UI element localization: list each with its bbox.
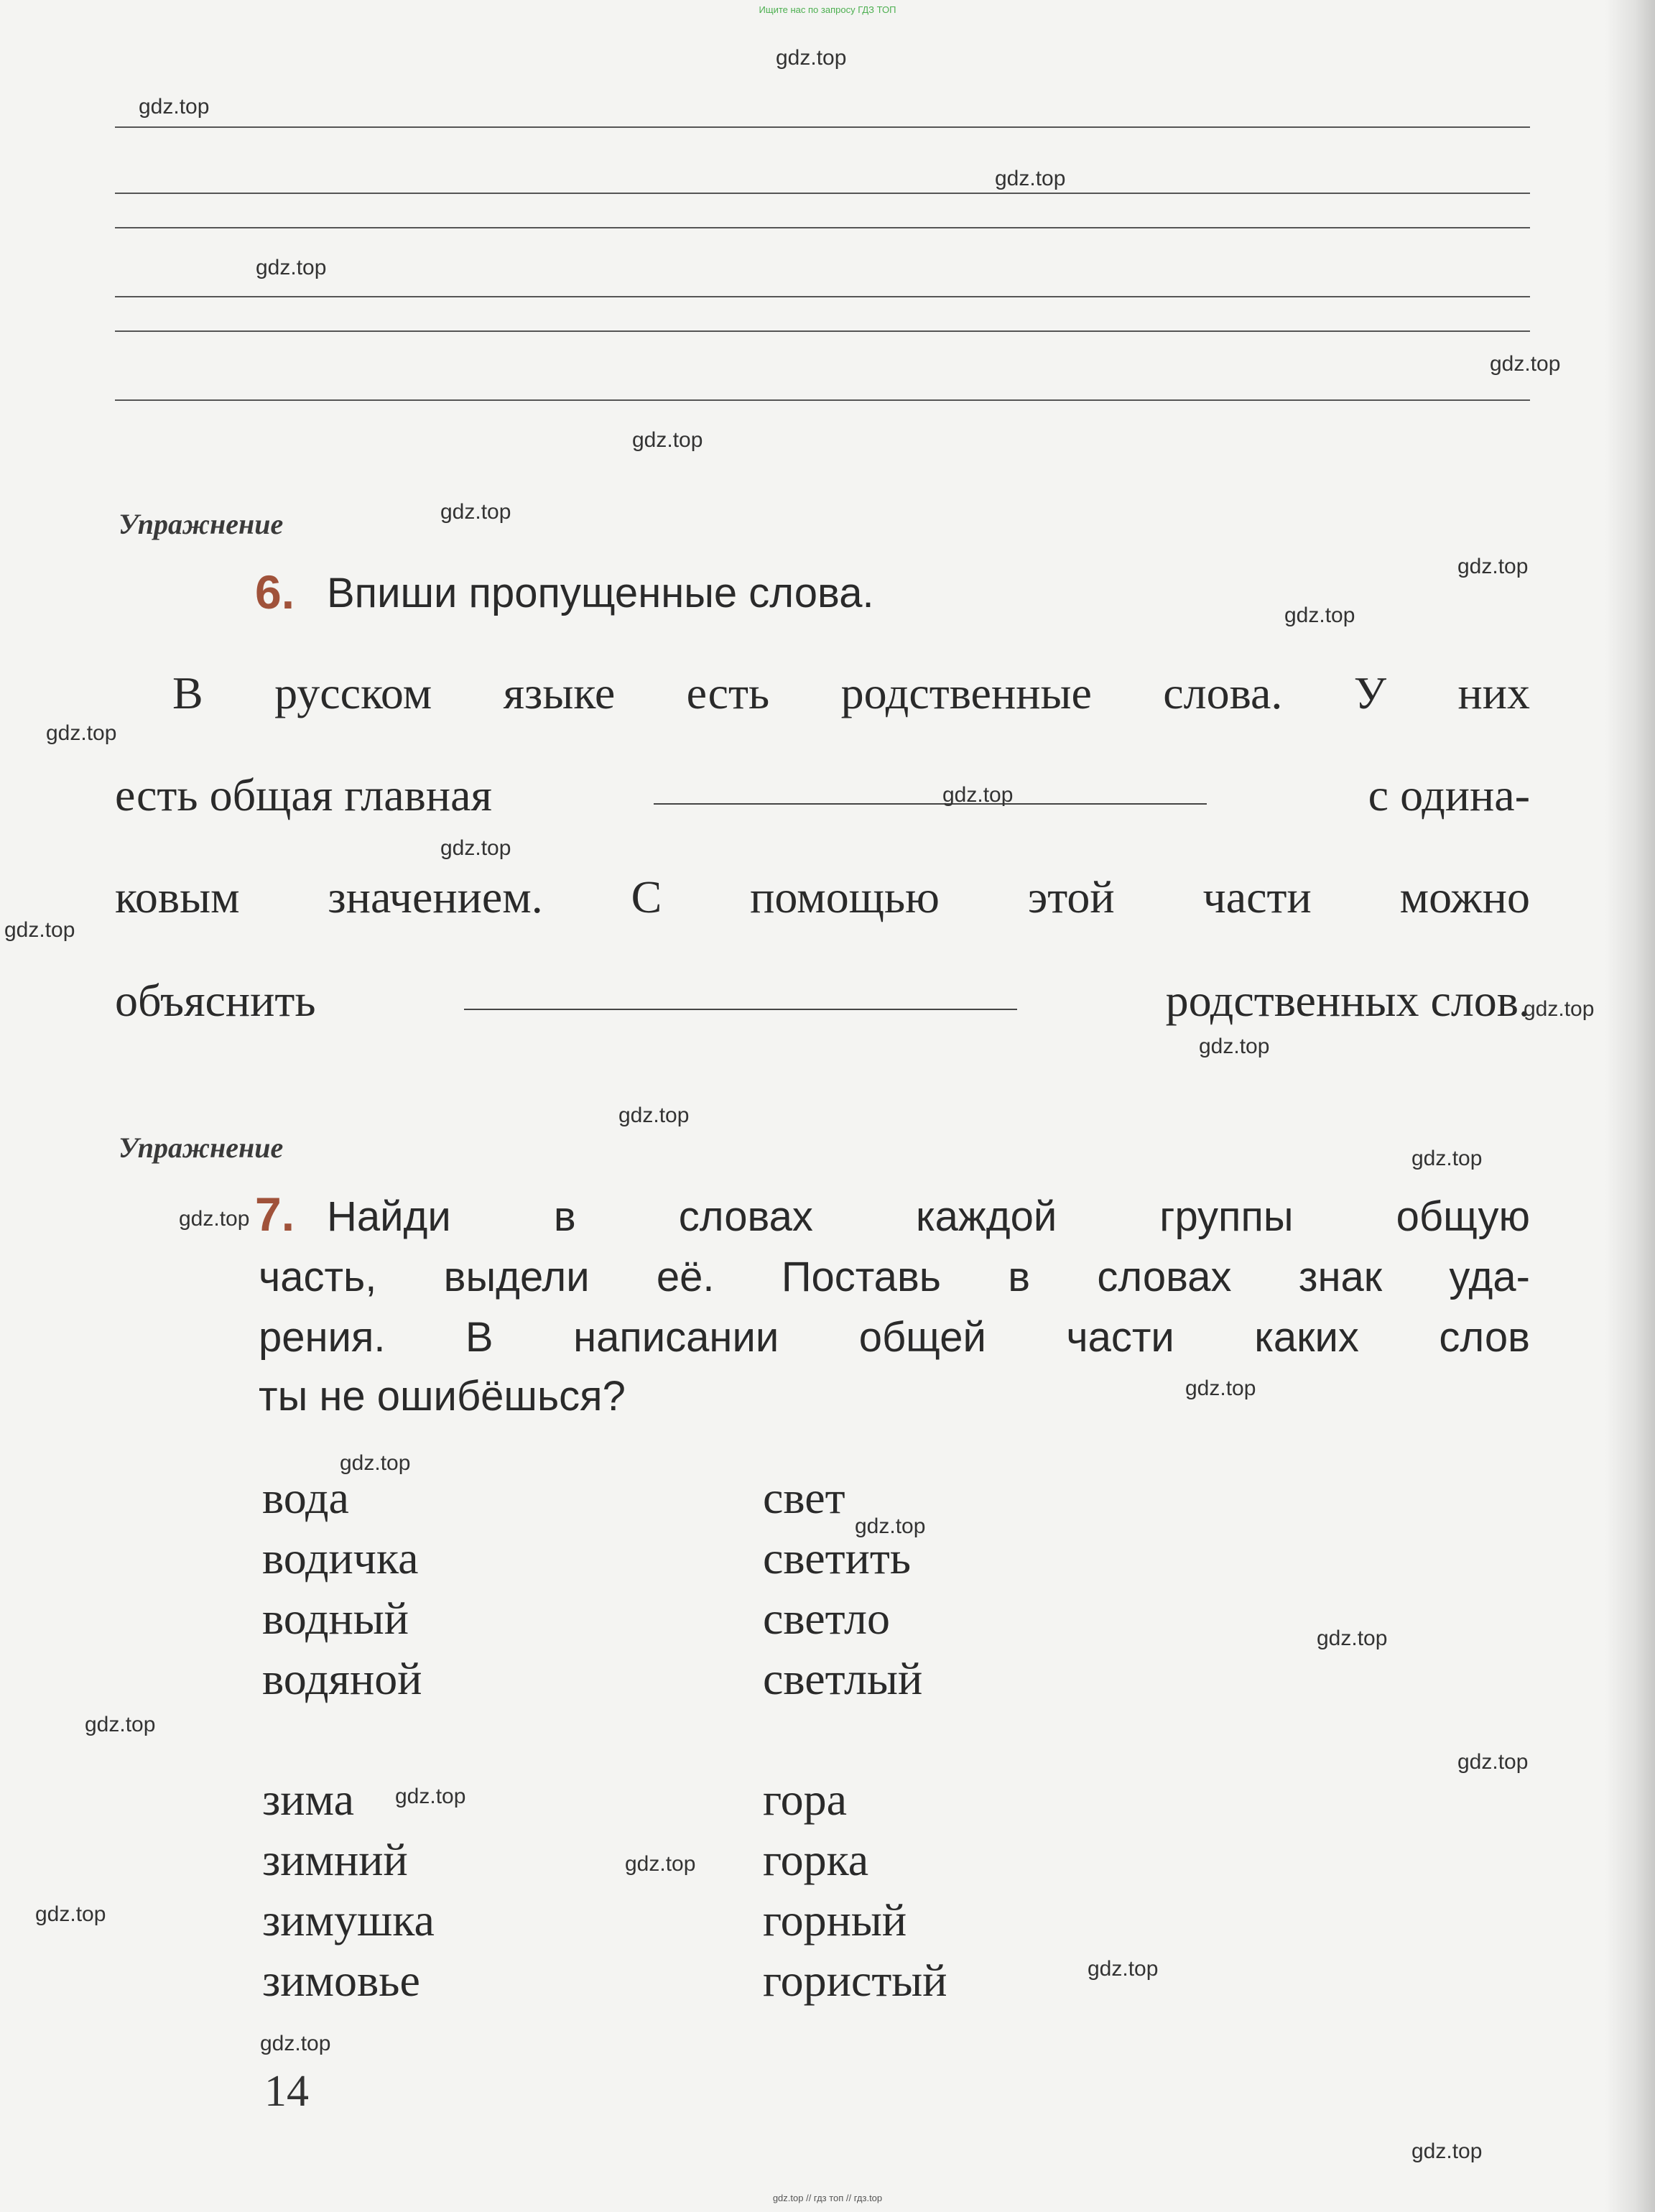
exercise-6-task: Впиши пропущенные слова. <box>327 570 874 616</box>
exercise-7-number: 7. <box>255 1188 295 1241</box>
list-item[interactable]: зимний <box>262 1834 408 1885</box>
watermark: gdz.top <box>340 1451 411 1475</box>
watermark: gdz.top <box>1524 997 1595 1021</box>
list-item[interactable]: зимушка <box>262 1894 435 1945</box>
exercise-6-text-line-2: есть общая главная с одина- <box>115 769 1530 820</box>
ruled-line <box>115 227 1530 228</box>
ruled-line <box>115 126 1530 128</box>
exercise-7-label: Упражнение <box>119 1132 284 1164</box>
exercise-7-task-line-4: ты не ошибёшься? <box>259 1373 626 1420</box>
watermark: gdz.top <box>995 167 1066 190</box>
list-item[interactable]: водяной <box>262 1653 422 1704</box>
answer-blank[interactable] <box>464 1009 1017 1010</box>
watermark: gdz.top <box>1185 1376 1256 1400</box>
exercise-6-text-line-3: ковым значением. С помощью этой части можно <box>115 871 1530 922</box>
watermark: gdz.top <box>1088 1957 1159 1981</box>
watermark: gdz.top <box>942 783 1014 807</box>
top-banner: Ищите нас по запросу ГДЗ ТОП <box>759 4 896 15</box>
ruled-line <box>115 330 1530 332</box>
list-item[interactable]: зима <box>262 1774 354 1825</box>
exercise-6-text-line-4: объяснить родственных слов. <box>115 975 1530 1026</box>
bottom-banner: gdz.top // гдз топ // гдз.top <box>772 2193 883 2203</box>
list-item[interactable]: горный <box>763 1894 907 1945</box>
exercise-6-text-line-1: В русском языке есть родственные слова. У них <box>172 667 1530 718</box>
list-item[interactable]: гора <box>763 1774 848 1825</box>
ruled-line <box>115 399 1530 401</box>
watermark: gdz.top <box>179 1207 250 1231</box>
watermark: gdz.top <box>1199 1035 1270 1058</box>
list-item[interactable]: свет <box>763 1472 845 1523</box>
list-item[interactable]: горка <box>763 1834 869 1885</box>
watermark: gdz.top <box>1457 555 1529 578</box>
list-item[interactable]: светло <box>763 1593 890 1644</box>
watermark: gdz.top <box>4 918 75 942</box>
watermark: gdz.top <box>256 256 327 279</box>
answer-blank[interactable] <box>654 803 1207 805</box>
list-item[interactable]: гористый <box>763 1955 947 2006</box>
watermark: gdz.top <box>1411 1147 1483 1170</box>
list-item[interactable]: водичка <box>262 1532 419 1583</box>
page-edge-shadow <box>1605 0 1655 2212</box>
watermark: gdz.top <box>35 1902 106 1926</box>
watermark: gdz.top <box>46 721 117 745</box>
watermark: gdz.top <box>1317 1626 1388 1650</box>
exercise-6-number: 6. <box>255 565 295 619</box>
watermark: gdz.top <box>260 2032 331 2055</box>
exercise-6-label: Упражнение <box>119 508 284 540</box>
watermark: gdz.top <box>440 836 511 860</box>
watermark: gdz.top <box>1284 603 1355 627</box>
list-item[interactable]: зимовье <box>262 1955 420 2006</box>
watermark: gdz.top <box>632 428 703 452</box>
watermark: gdz.top <box>1490 352 1561 376</box>
list-item[interactable]: светить <box>763 1532 912 1583</box>
list-item[interactable]: водный <box>262 1593 409 1644</box>
watermark: gdz.top <box>855 1514 926 1538</box>
exercise-7-task-line-1: Найди в словах каждой группы общую <box>327 1193 1530 1240</box>
watermark: gdz.top <box>1411 2139 1483 2163</box>
watermark: gdz.top <box>85 1713 156 1736</box>
list-item[interactable]: светлый <box>763 1653 923 1704</box>
watermark: gdz.top <box>776 46 847 70</box>
watermark: gdz.top <box>618 1103 690 1127</box>
watermark: gdz.top <box>395 1785 466 1808</box>
exercise-7-task-line-2: часть, выдели её. Поставь в словах знак уда- <box>259 1254 1530 1300</box>
exercise-7-task-line-3: рения. В написании общей части каких слов <box>259 1314 1530 1361</box>
ruled-line <box>115 193 1530 194</box>
page-number: 14 <box>264 2067 309 2116</box>
list-item[interactable]: вода <box>262 1472 349 1523</box>
watermark: gdz.top <box>440 500 511 524</box>
watermark: gdz.top <box>625 1852 696 1876</box>
watermark: gdz.top <box>1457 1750 1529 1774</box>
watermark: gdz.top <box>139 95 210 119</box>
ruled-line <box>115 296 1530 297</box>
